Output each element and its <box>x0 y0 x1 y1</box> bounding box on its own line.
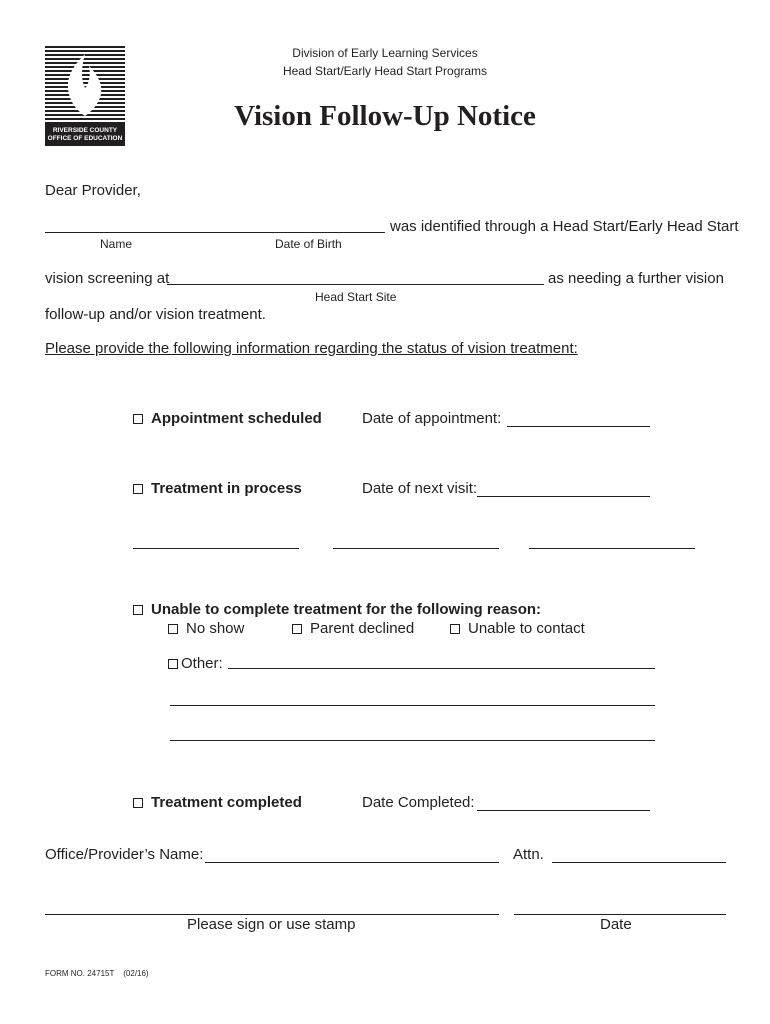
screening-prefix: vision screening at <box>45 270 170 287</box>
logo-text-line2: OFFICE OF EDUCATION <box>47 135 123 142</box>
no-show-option[interactable] <box>168 620 244 637</box>
head-start-site-field[interactable] <box>167 284 544 285</box>
unable-option[interactable] <box>133 601 541 618</box>
no-show-checkbox[interactable] <box>168 624 178 634</box>
treatment-process-label: Treatment in process <box>151 480 302 497</box>
completed-checkbox[interactable] <box>133 798 143 808</box>
instruction-text: Please provide the following information regarding the status of vision treatment: <box>45 340 578 357</box>
form-no: FORM NO. 24715T <box>45 969 115 978</box>
identified-text: was identified through a Head Start/Early Head Start <box>390 218 739 235</box>
no-show-label: No show <box>186 620 245 637</box>
sign-label: Please sign or use stamp <box>187 916 356 933</box>
completed-date-label: Date Completed: <box>362 794 475 811</box>
attn-field[interactable] <box>552 862 726 863</box>
treatment-process-option[interactable] <box>133 480 302 497</box>
name-label: Name <box>100 237 133 251</box>
appointment-checkbox[interactable] <box>133 414 143 424</box>
attn-label: Attn. <box>513 846 544 863</box>
appointment-option[interactable] <box>133 410 322 427</box>
other-option[interactable] <box>168 655 223 672</box>
unable-contact-label: Unable to contact <box>468 620 585 637</box>
other-reason-field-3[interactable] <box>170 740 655 741</box>
page-title: Vision Follow-Up Notice <box>234 100 536 132</box>
appointment-label: Appointment scheduled <box>151 410 322 427</box>
other-reason-field-2[interactable] <box>170 705 655 706</box>
unable-contact-option[interactable] <box>450 620 585 637</box>
appointment-date-label: Date of appointment: <box>362 410 502 427</box>
program-name: Head Start/Early Head Start Programs <box>282 64 488 78</box>
completed-label: Treatment completed <box>151 794 302 811</box>
appointment-date-field[interactable] <box>507 426 650 427</box>
provider-name-field[interactable] <box>205 862 499 863</box>
completed-date-field[interactable] <box>477 810 650 811</box>
next-visit-field[interactable] <box>477 496 650 497</box>
signature-field[interactable] <box>45 914 499 915</box>
provider-name-label: Office/Provider’s Name: <box>45 846 204 863</box>
screening-suffix: as needing a further vision <box>548 270 724 287</box>
completed-option[interactable] <box>133 794 302 811</box>
parent-declined-option[interactable] <box>292 620 414 637</box>
parent-declined-checkbox[interactable] <box>292 624 302 634</box>
blank-field-2[interactable] <box>333 548 499 549</box>
form-date: (02/16) <box>123 969 149 978</box>
unable-label: Unable to complete treatment for the following reason: <box>151 601 542 618</box>
division-name: Division of Early Learning Services <box>292 46 478 60</box>
site-label: Head Start Site <box>315 290 397 304</box>
unable-checkbox[interactable] <box>133 605 143 615</box>
blank-field-1[interactable] <box>133 548 299 549</box>
other-reason-field-1[interactable] <box>228 668 655 669</box>
dob-label: Date of Birth <box>275 237 342 251</box>
treatment-process-checkbox[interactable] <box>133 484 143 494</box>
next-visit-label: Date of next visit: <box>362 480 478 497</box>
unable-contact-checkbox[interactable] <box>450 624 460 634</box>
other-label: Other: <box>181 655 223 672</box>
date-label: Date <box>600 916 632 933</box>
signature-date-field[interactable] <box>514 914 726 915</box>
logo-text-line1: RIVERSIDE COUNTY <box>52 127 118 134</box>
greeting: Dear Provider, <box>45 182 141 199</box>
name-dob-field[interactable] <box>45 232 385 233</box>
followup-text: follow-up and/or vision treatment. <box>45 306 266 323</box>
blank-field-3[interactable] <box>529 548 695 549</box>
form-number <box>45 969 149 978</box>
other-checkbox[interactable] <box>168 659 178 669</box>
parent-declined-label: Parent declined <box>310 620 415 637</box>
